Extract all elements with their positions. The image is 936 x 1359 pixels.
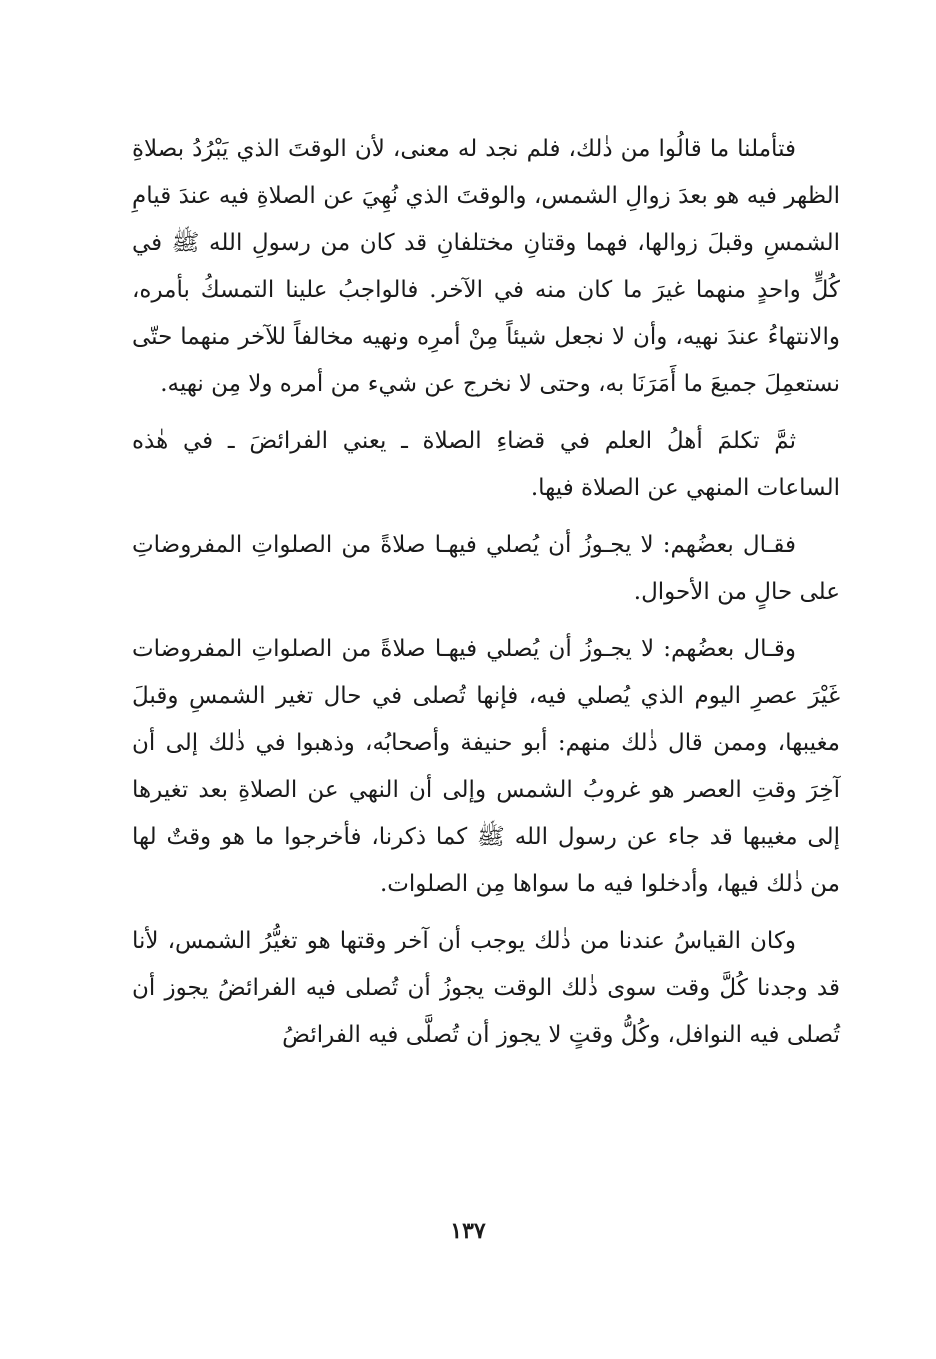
paragraph-3: فقـال بعضُهم: لا يجـوزُ أن يُصلي فيهـا صلاةً من الصلواتِ المفروضاتِ على حالٍ من الأحوال. xyxy=(132,532,840,605)
paragraph-2: ثمَّ تكلمَ أهلُ العلم في قضاءِ الصلاة ـ يعني الفرائضَ ـ في هٰذه الساعات المنهي عن الصلاة فيها. xyxy=(132,428,840,501)
body-text xyxy=(132,126,840,1069)
paragraph-1: فتأملنا ما قالُوا من ذٰلك، فلم نجد له معنى، لأن الوقتَ الذي يَبْرُدُ بصلاةِ الظهر فيه هو بعدَ زوالِ الشمس، والوقتَ الذي نُهِيَ عن الصلاةِ فيه عندَ قيامِ الشمسِ وقبلَ زوالها، فهما وقتانِ مختلفانِ قد كان من رسولِ الله ﷺ في كُلٍّ واحدٍ منهما غيرَ ما كان منه في الآخر. فالواجبُ علينا التمسكُ بأمره، والانتهاءُ عندَ نهيه، وأن لا نجعل شيئاً مِنْ أمرِه ونهيه مخالفاً للآخر منهما حتّى نستعمِلَ جميعَ ما أَمَرَنَا به، وحتى لا نخرج عن شيء من أمره ولا مِن نهيه. xyxy=(132,136,840,397)
paragraph-4: وقـال بعضُهم: لا يجـوزُ أن يُصلي فيهـا صلاةً من الصلواتِ المفروضات غَيْرَ عصرِ اليوم الذي يُصلي فيه، فإنها تُصلى في حال تغير الشمسِ وقبلَ مغيبها، وممن قال ذٰلك منهم: أبو حنيفة وأصحابُه، وذهبوا في ذٰلك إلى أن آخِرَ وقتِ العصر هو غروبُ الشمس وإلى أن النهي عن الصلاةِ بعد تغيرها إلى مغيبها قد جاء عن رسول الله ﷺ كما ذكرنا، فأخرجوا ما هو وقتٌ لها من ذٰلك فيها، وأدخلوا فيه ما سواها مِن الصلوات. xyxy=(132,636,840,897)
page-number: ١٣٧ xyxy=(450,1218,486,1244)
paragraph-5: وكان القياسُ عندنا من ذٰلك يوجب أن آخر وقتها هو تغيُّرُ الشمس، لأنا قد وجدنا كُلَّ وقت سوى ذٰلك الوقت يجوزُ أن تُصلى فيه الفرائضُ يجوز أن تُصلى فيه النوافل، وكُلُّ وقتٍ لا يجوز أن تُصلَّى فيه الفرائضُ xyxy=(132,928,840,1048)
